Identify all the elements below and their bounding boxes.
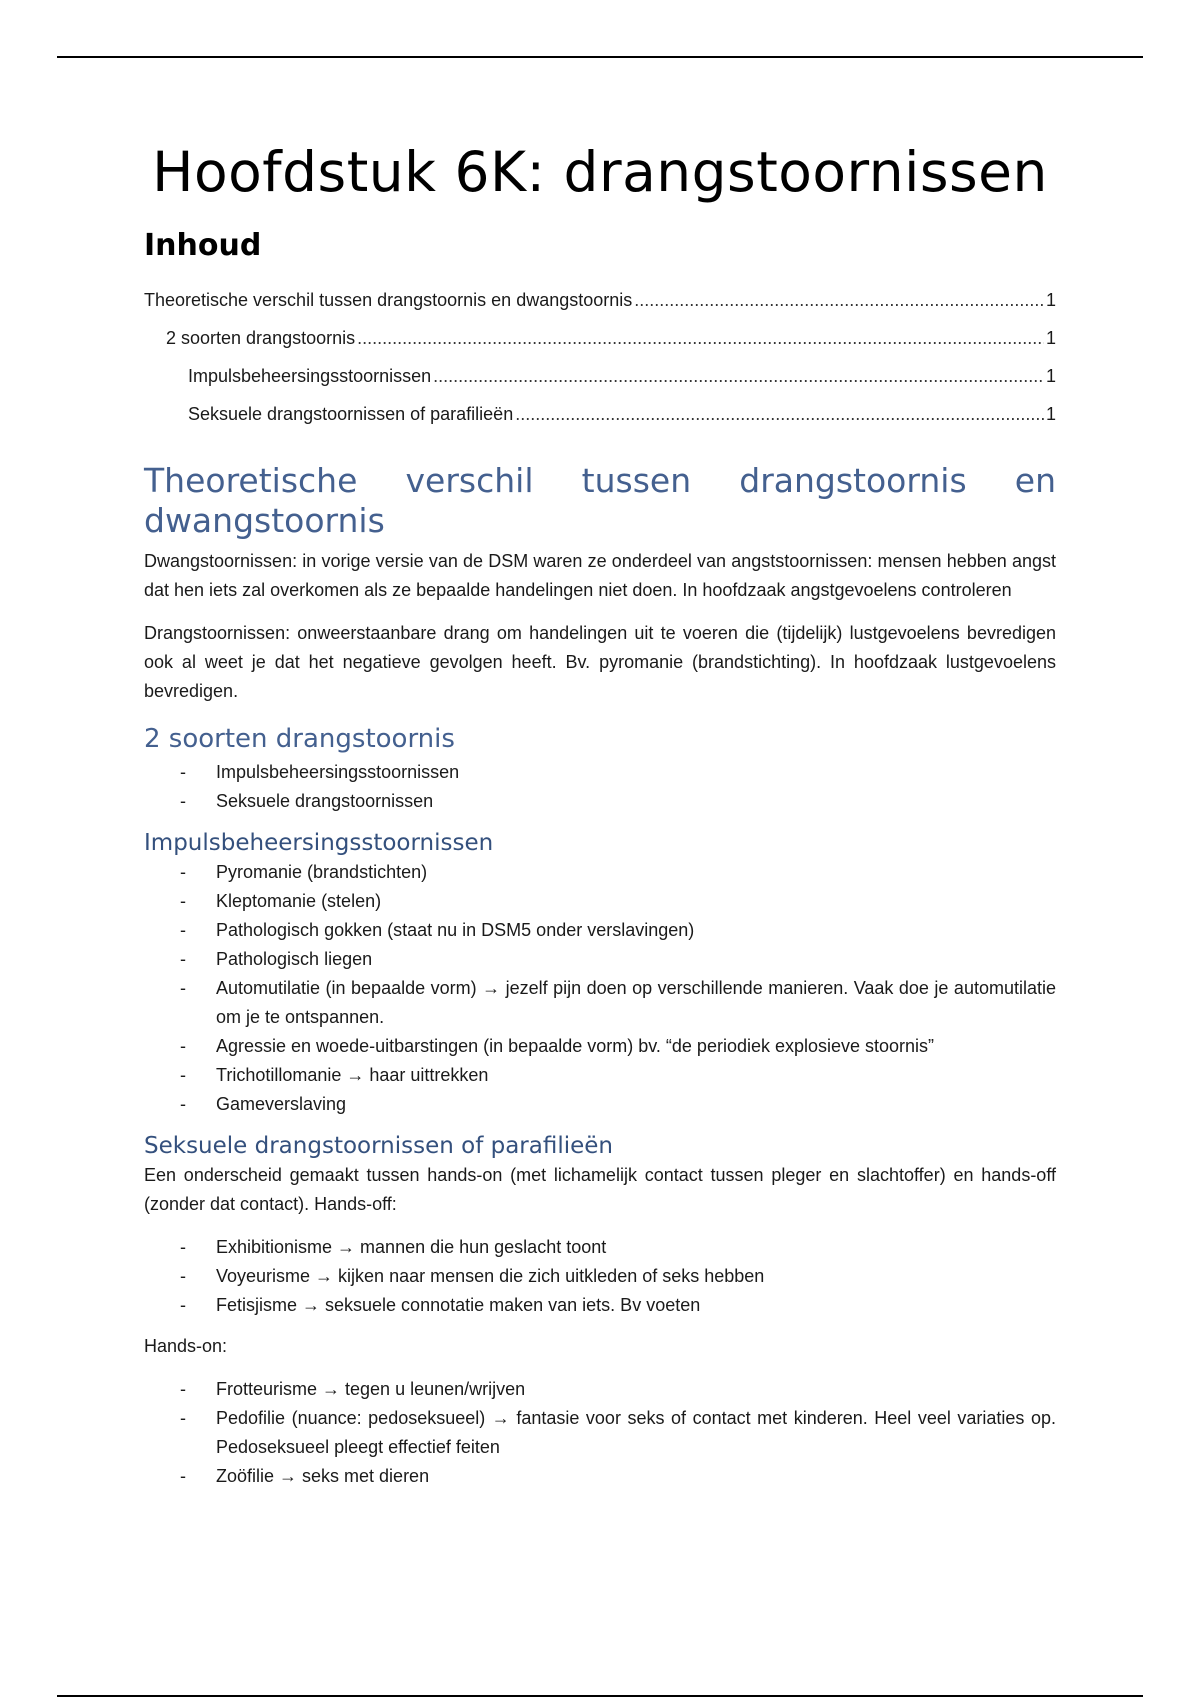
section-heading-2-soorten: 2 soorten drangstoornis <box>144 724 455 754</box>
toc-entry-label: Impulsbeheersingsstoornissen <box>188 366 432 386</box>
toc-leader <box>433 357 1044 395</box>
list-item: - Pedofilie (nuance: pedoseksueel) → fantasie voor seks of contact met kinderen. Heel veel variaties op. Pedoseksueel pleegt effectief feiten <box>144 1404 1056 1462</box>
list-hands-on <box>144 1375 1056 1491</box>
header-rule <box>57 56 1143 58</box>
toc-leader <box>634 281 1044 319</box>
heading-word: en <box>1014 461 1056 500</box>
footer-rule <box>57 1695 1143 1697</box>
toc-entry[interactable] <box>144 281 1056 319</box>
toc-leader <box>515 395 1044 433</box>
toc-page-number: 1 <box>1045 290 1056 310</box>
list-item: - Frotteurisme → tegen u leunen/wrijven <box>144 1375 1056 1404</box>
list-item: - Pathologisch gokken (staat nu in DSM5 onder verslavingen) <box>144 916 1056 945</box>
toc-leader <box>357 319 1044 357</box>
list-item: - Fetisjisme → seksuele connotatie maken van iets. Bv voeten <box>144 1291 1056 1320</box>
toc-entry-label: Seksuele drangstoornissen of parafilieën <box>188 404 514 424</box>
hands-on-label: Hands-on: <box>144 1336 228 1356</box>
toc-entry[interactable] <box>144 319 1056 357</box>
list-item: - Gameverslaving <box>144 1090 1056 1119</box>
list-soorten <box>144 758 1056 816</box>
list-item: - Zoöfilie → seks met dieren <box>144 1462 1056 1491</box>
list-item: - Voyeurisme → kijken naar mensen die zich uitkleden of seks hebben <box>144 1262 1056 1291</box>
list-item: - Automutilatie (in bepaalde vorm) → jezelf pijn doen op verschillende manieren. Vaak doe je automutilatie om je te ontspannen. <box>144 974 1056 1032</box>
list-hands-off <box>144 1233 1056 1320</box>
list-item: - Trichotillomanie → haar uittrekken <box>144 1061 1056 1090</box>
toc-entry[interactable] <box>144 357 1056 395</box>
toc-page-number: 1 <box>1045 366 1056 386</box>
list-item: - Seksuele drangstoornissen <box>144 787 1056 816</box>
toc-page-number: 1 <box>1045 404 1056 424</box>
toc-entry-label: Theoretische verschil tussen drangstoornis en dwangstoornis <box>144 290 633 310</box>
heading-word: Theoretische <box>144 461 358 500</box>
heading-word: verschil <box>405 461 534 500</box>
document-title: Hoofdstuk 6K: drangstoornissen <box>152 140 1048 204</box>
list-item: - Exhibitionisme → mannen die hun geslacht toont <box>144 1233 1056 1262</box>
toc-entry[interactable] <box>144 395 1056 433</box>
list-item: - Pathologisch liegen <box>144 945 1056 974</box>
toc-heading: Inhoud <box>144 228 262 263</box>
list-impulsbeheersing <box>144 858 1056 1119</box>
toc-page-number: 1 <box>1045 328 1056 348</box>
document-page <box>144 140 1056 1503</box>
section-heading-impulsbeheersing: Impulsbeheersingsstoornissen <box>144 830 494 856</box>
table-of-contents <box>144 228 1056 433</box>
heading-word: tussen <box>581 461 692 500</box>
paragraph-hands-on-off: Een onderscheid gemaakt tussen hands-on (met lichamelijk contact tussen pleger en slachtoffer) en hands-off (zonder dat contact). Hands-off: <box>144 1165 1056 1214</box>
section-heading-theoretische-verschil <box>144 461 1056 541</box>
list-item: - Agressie en woede-uitbarstingen (in bepaalde vorm) bv. “de periodiek explosieve stoornis” <box>144 1032 1056 1061</box>
heading-word: drangstoornis <box>739 461 967 500</box>
list-item: - Kleptomanie (stelen) <box>144 887 1056 916</box>
list-item: - Impulsbeheersingsstoornissen <box>144 758 1056 787</box>
paragraph-drangstoornissen: Drangstoornissen: onweerstaanbare drang om handelingen uit te voeren die (tijdelijk) lustgevoelens bevredigen ook al weet je dat het negatieve gevolgen heeft. Bv. pyromanie (brandstichting). In hoofdzaak lustgevoelens bevredigen. <box>144 623 1056 701</box>
list-item: - Pyromanie (brandstichten) <box>144 858 1056 887</box>
paragraph-dwangstoornissen: Dwangstoornissen: in vorige versie van de DSM waren ze onderdeel van angststoornissen: mensen hebben angst dat hen iets zal overkomen als ze bepaalde handelingen niet doen. In hoofdzaak angstgevoelens controleren <box>144 551 1056 600</box>
toc-entry-label: 2 soorten drangstoornis <box>166 328 356 348</box>
heading-word: dwangstoornis <box>144 501 385 540</box>
section-heading-parafilieen: Seksuele drangstoornissen of parafilieën <box>144 1133 613 1159</box>
